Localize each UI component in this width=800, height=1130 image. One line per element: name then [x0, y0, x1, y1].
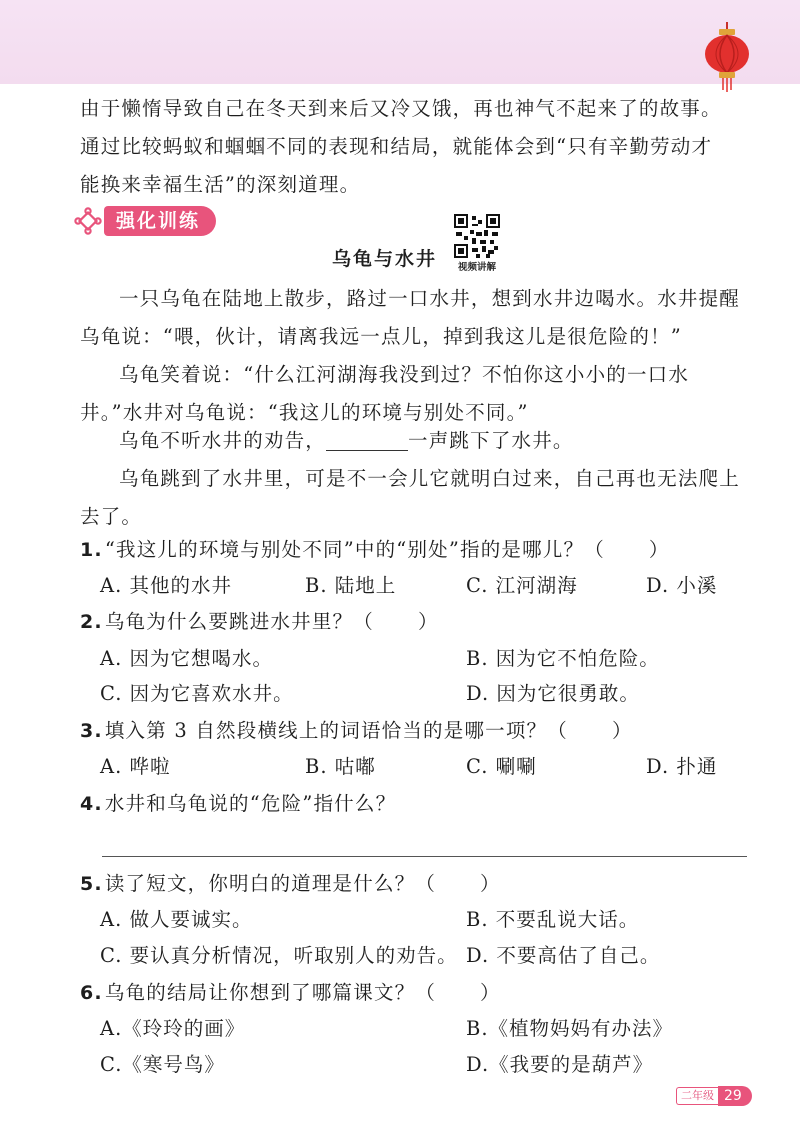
intro-paragraph: [80, 90, 752, 204]
page-number: 29: [718, 1086, 752, 1106]
bracket-close: ）: [480, 872, 501, 895]
bracket-close: ）: [648, 538, 670, 561]
story-paragraph-1: 一只乌龟在陆地上散步，路过一口水井，想到水井边喝水。水井提醒乌龟说：“喂，伙计，请离我远一点儿，掉到我这儿是很危险的！”: [80, 287, 741, 348]
q1-option-b[interactable]: B. 陆地上: [305, 574, 397, 597]
intro-line-2: 通过比较蚂蚁和蝈蝈不同的表现和结局，就能体会到“只有辛勤劳动才: [80, 135, 713, 158]
question-5: [80, 866, 760, 902]
q5-option-b[interactable]: B. 不要乱说大话。: [466, 908, 640, 931]
question-number: 3.: [80, 720, 103, 742]
header-band: [0, 0, 800, 84]
question-1: [80, 532, 760, 568]
q1-option-c[interactable]: C. 江河湖海: [466, 574, 578, 597]
story-title: 乌龟与水井: [332, 248, 438, 270]
grade-label: 二年级: [676, 1087, 718, 1105]
q1-option-a[interactable]: A. 其他的水井: [100, 574, 232, 597]
q5-option-d[interactable]: D. 不要高估了自己。: [466, 944, 661, 967]
question-text: 乌龟为什么要跳进水井里？（: [104, 610, 374, 633]
story-p3-after: 一声跳下了水井。: [408, 429, 574, 452]
question-6: [80, 975, 760, 1011]
q2-option-b[interactable]: B. 因为它不怕危险。: [466, 647, 660, 670]
q2-option-d[interactable]: D. 因为它很勇敢。: [466, 682, 640, 705]
question-text: 读了短文，你明白的道理是什么？（: [104, 872, 437, 895]
story-paragraph-2: 乌龟笑着说：“什么江河湖海我没到过？不怕你这小小的一口水井。”水井对乌龟说：“我这儿的环境与别处不同。”: [80, 363, 690, 424]
bracket-close: ）: [611, 719, 633, 742]
q6-option-b[interactable]: B.《植物妈妈有办法》: [466, 1017, 674, 1040]
story-paragraph-4: 乌龟跳到了水井里，可是不一会儿它就明白过来，自己再也无法爬上去了。: [80, 467, 741, 528]
question-number: 1.: [80, 539, 103, 561]
q6-option-a[interactable]: A.《玲玲的画》: [100, 1017, 246, 1040]
q6-option-d[interactable]: D.《我要的是葫芦》: [466, 1053, 654, 1076]
page-badge: [676, 1086, 752, 1106]
question-number: 5.: [80, 873, 103, 895]
fill-blank-line[interactable]: [326, 428, 408, 451]
story-paragraph-3: [80, 422, 752, 460]
question-text: “我这儿的环境与别处不同”中的“别处”指的是哪儿？（: [104, 538, 605, 561]
q2-option-c[interactable]: C. 因为它喜欢水井。: [100, 682, 294, 705]
q3-option-c[interactable]: C. 唰唰: [466, 755, 537, 778]
q2-option-a[interactable]: A. 因为它想喝水。: [100, 647, 273, 670]
question-text: 水井和乌龟说的“危险”指什么？: [104, 792, 397, 815]
q3-option-d[interactable]: D. 扑通: [646, 755, 718, 778]
q1-option-d[interactable]: D. 小溪: [646, 574, 718, 597]
section-tag: [74, 204, 216, 238]
question-text: 填入第 3 自然段横线上的词语恰当的是哪一项？（: [104, 719, 568, 742]
question-text: 乌龟的结局让你想到了哪篇课文？（: [104, 981, 437, 1004]
question-number: 6.: [80, 982, 103, 1004]
question-3: [80, 713, 760, 749]
question-4: [80, 786, 760, 822]
question-number: 4.: [80, 793, 103, 815]
q3-option-a[interactable]: A. 哗啦: [100, 755, 171, 778]
story-p3-before: 乌龟不听水井的劝告，: [119, 429, 327, 452]
lantern-icon: [697, 22, 757, 92]
q6-option-c[interactable]: C.《寒号鸟》: [100, 1053, 225, 1076]
question-2: [80, 604, 760, 640]
answer-line[interactable]: [102, 856, 747, 857]
q5-option-a[interactable]: A. 做人要诚实。: [100, 908, 253, 931]
intro-line-1: 由于懒惰导致自己在冬天到来后又冷又饿，再也神气不起来了的故事。: [80, 97, 722, 120]
chinese-knot-icon: [74, 207, 102, 235]
q3-option-b[interactable]: B. 咕嘟: [305, 755, 376, 778]
question-number: 2.: [80, 611, 103, 633]
q5-option-c[interactable]: C. 要认真分析情况，听取别人的劝告。: [100, 944, 458, 967]
bracket-close: ）: [480, 981, 501, 1004]
qr-label: 视频讲解: [457, 262, 496, 273]
intro-line-3: 能换来幸福生活”的深刻道理。: [80, 173, 361, 196]
qr-code-icon[interactable]: [454, 214, 500, 258]
bracket-close: ）: [417, 610, 439, 633]
section-tag-label: 强化训练: [104, 206, 216, 236]
